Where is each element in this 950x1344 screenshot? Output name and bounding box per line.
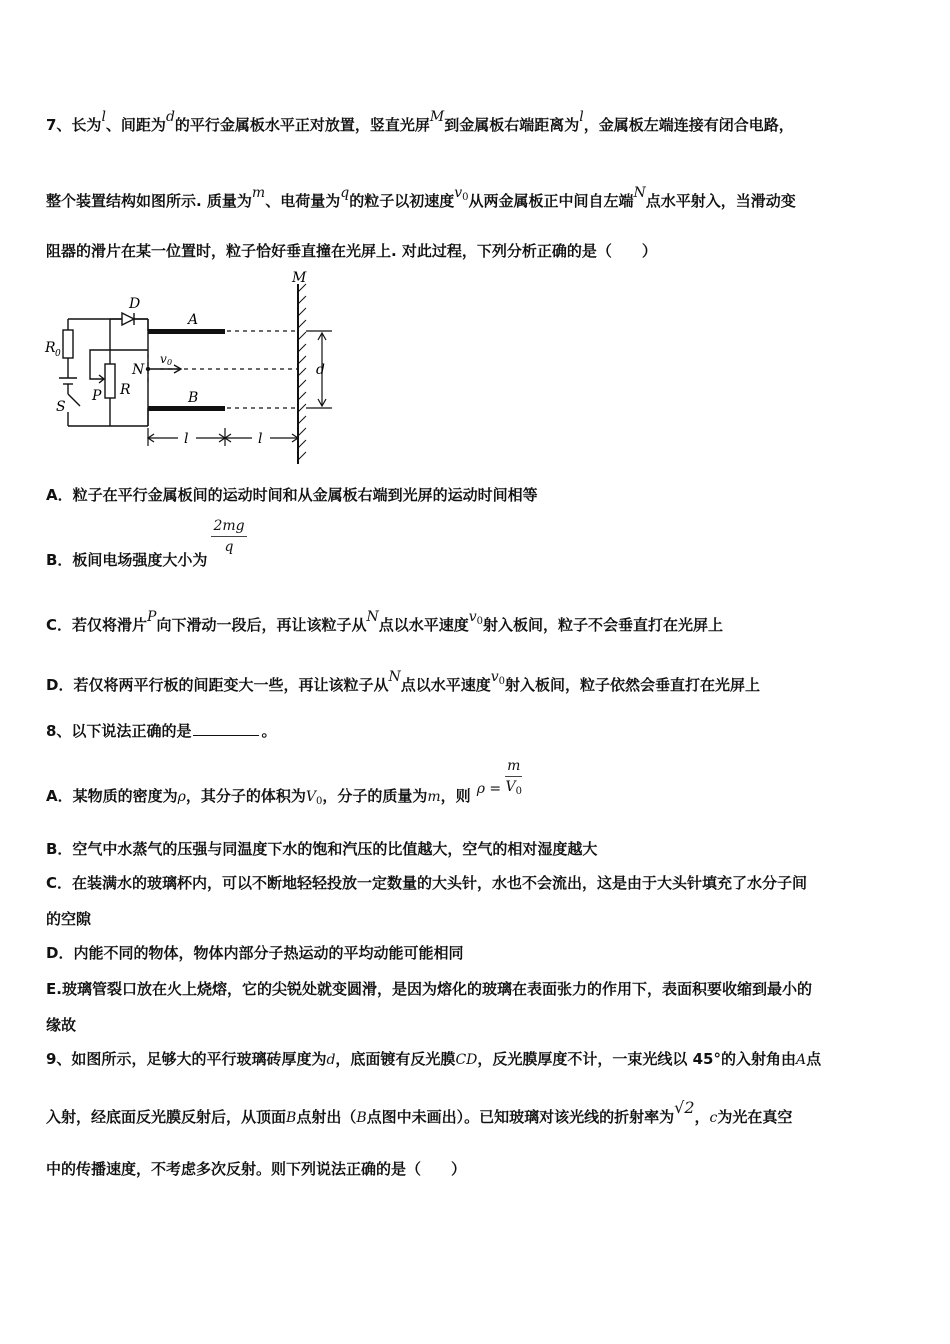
math-q: q bbox=[340, 185, 350, 201]
label-B: B bbox=[188, 390, 199, 406]
q7-stem-line-3: 阻器的滑片在某一位置时，粒子恰好垂直撞在光屏上. 对此过程，下列分析正确的是（ ） bbox=[46, 242, 657, 260]
label-M: M bbox=[292, 270, 307, 286]
q7-option-c: C．若仅将滑片P向下滑动一段后，再让该粒子从N点以水平速度$v_0$射入板间，粒子不会垂直打在光屏上 bbox=[46, 609, 724, 634]
label-l-screen: l bbox=[258, 431, 263, 447]
q8-stem: 8、以下说法正确的是 。 bbox=[46, 722, 277, 740]
q7-stem-line-2: 整个装置结构如图所示. 质量为m、电荷量为q的粒子以初速度$v_0$从两金属板正中间自左端N点水平射入，当滑动变 bbox=[46, 185, 796, 210]
label-P: P bbox=[92, 388, 102, 404]
q7-option-d: D．若仅将两平行板的间距变大一些，再让该粒子从N点以水平速度$v_0$射入板间，粒子依然会垂直打在光屏上 bbox=[46, 669, 761, 694]
math-l: l bbox=[101, 109, 106, 125]
q7-stem-line-1: 7、长为l、间距为d的平行金属板水平正对放置，竖直光屏M到金属板右端距离为l，金属板左端连接有闭合电路， bbox=[46, 109, 794, 134]
fraction-2mg-over-q: $\frac{2mg}{q}$ bbox=[213, 518, 245, 555]
q9-stem-line-3: 中的传播速度，不考虑多次反射。则下列说法正确的是（ ） bbox=[46, 1160, 467, 1178]
q7-circuit-diagram bbox=[40, 268, 350, 468]
q8-option-b: B．空气中水蒸气的压强与同温度下水的饱和汽压的比值越大，空气的相对湿度越大 bbox=[46, 840, 598, 858]
label-l-plate: l bbox=[184, 431, 189, 447]
label-v0: v bbox=[160, 352, 167, 366]
q8-option-e-line-1: E.玻璃管裂口放在火上烧熔，它的尖锐处就变圆滑，是因为熔化的玻璃在表面张力的作用下，表面积要收缩到最小的 bbox=[46, 980, 812, 998]
label-R: R bbox=[120, 382, 131, 398]
q7-option-a: A．粒子在平行金属板间的运动时间和从金属板右端到光屏的运动时间相等 bbox=[46, 486, 538, 504]
q8-option-c-line-2: 的空隙 bbox=[46, 910, 92, 928]
label-R0: R bbox=[45, 340, 56, 356]
label-D: D bbox=[129, 296, 141, 312]
label-v0-sub: 0 bbox=[167, 358, 173, 367]
math-sqrt2: √2 bbox=[674, 1098, 695, 1117]
label-S: S bbox=[56, 399, 66, 415]
q8-option-a: A．某物质的密度为ρ，其分子的体积为$V_0$，分子的质量为m，则 ρ = $\frac{m}{V_0}$ bbox=[46, 758, 522, 807]
q8-option-e-line-2: 缘故 bbox=[46, 1016, 77, 1034]
label-R0-sub: 0 bbox=[55, 349, 61, 359]
fraction-m-over-V0: $\frac{m}{V_0}$ bbox=[505, 758, 522, 797]
q9-stem-line-1: 9、如图所示，足够大的平行玻璃砖厚度为d，底面镀有反光膜CD，反光膜厚度不计，一束光线以 45°的入射角由A点 bbox=[46, 1050, 822, 1068]
q9-stem-line-2: 入射，经底面反光膜反射后，从顶面B点射出（B点图中未画出）。已知玻璃对该光线的折射率为√2，c为光在真空 bbox=[46, 1098, 793, 1126]
q8-option-c-line-1: C．在装满水的玻璃杯内，可以不断地轻轻投放一定数量的大头针，水也不会流出，这是由于大头针填充了水分子间 bbox=[46, 874, 808, 892]
math-N: N bbox=[633, 185, 646, 201]
math-m: m bbox=[251, 185, 266, 201]
math-M: M bbox=[429, 109, 445, 125]
q7-option-b: B．板间电场强度大小为 $\frac{2mg}{q}$ bbox=[46, 518, 245, 569]
q8-option-d: D．内能不同的物体，物体内部分子热运动的平均动能可能相同 bbox=[46, 944, 464, 962]
math-l: l bbox=[579, 109, 584, 125]
math-d: d bbox=[165, 109, 175, 125]
math-v0: $v_0$ bbox=[454, 185, 469, 203]
label-A: A bbox=[188, 312, 199, 328]
label-N: N bbox=[132, 362, 145, 378]
answer-blank bbox=[193, 723, 259, 736]
label-d: d bbox=[316, 362, 325, 378]
